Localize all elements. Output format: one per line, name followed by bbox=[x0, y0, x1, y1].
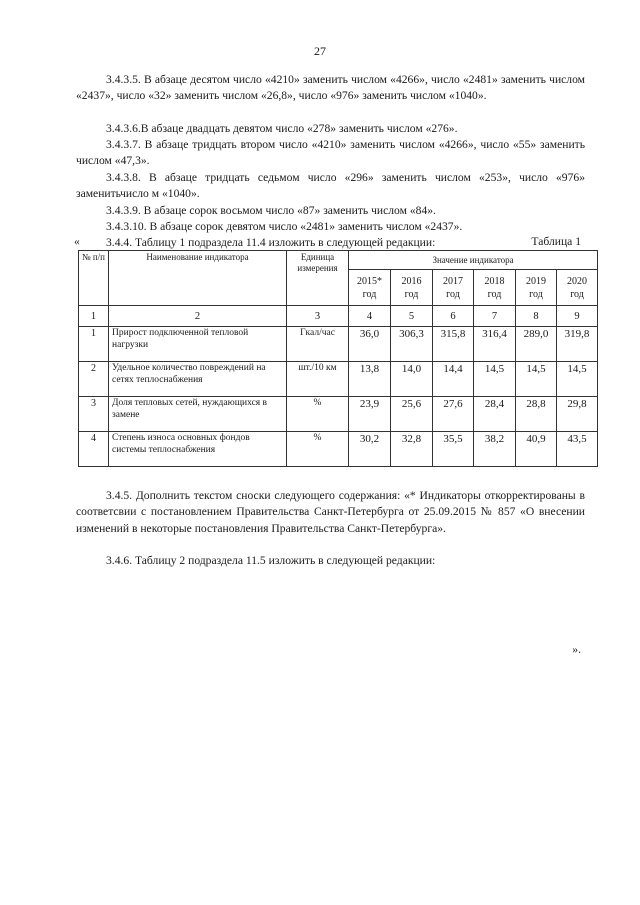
header-year: 2018 год bbox=[474, 270, 516, 306]
header-value-group: Значение индикатора bbox=[349, 251, 598, 270]
column-number: 7 bbox=[474, 306, 516, 327]
quote-open: « bbox=[74, 235, 80, 248]
header-no: № п/п bbox=[79, 251, 109, 306]
paragraph-3-4-6: 3.4.6. Таблицу 2 подраздела 11.5 изложить в следующей редакции: bbox=[106, 554, 436, 567]
column-number: 9 bbox=[557, 306, 598, 327]
column-number-row bbox=[79, 306, 598, 327]
indicator-value: 32,8 bbox=[391, 432, 433, 467]
indicator-value: 40,9 bbox=[516, 432, 557, 467]
row-number: 2 bbox=[79, 362, 109, 397]
indicator-value: 27,6 bbox=[433, 397, 474, 432]
header-year: 2015* год bbox=[349, 270, 391, 306]
table-header-row bbox=[79, 251, 598, 270]
indicator-value: 319,8 bbox=[557, 327, 598, 362]
paragraph-3-4-3-7: 3.4.3.7. В абзаце тридцать втором число «4210» заменить числом «4266», число «55» заменить числом «47,3». bbox=[76, 138, 585, 168]
indicator-value: 29,8 bbox=[557, 397, 598, 432]
indicator-value: 14,5 bbox=[516, 362, 557, 397]
table-row bbox=[79, 397, 598, 432]
table-row bbox=[79, 327, 598, 362]
indicator-name: Удельное количество повреждений на сетях теплоснабжения bbox=[109, 362, 287, 397]
column-number: 4 bbox=[349, 306, 391, 327]
indicator-value: 13,8 bbox=[349, 362, 391, 397]
header-year: 2020 год bbox=[557, 270, 598, 306]
header-name: Наименование индикатора bbox=[109, 251, 287, 306]
indicator-value: 306,3 bbox=[391, 327, 433, 362]
indicator-value: 14,5 bbox=[474, 362, 516, 397]
table-row bbox=[79, 432, 598, 467]
indicator-unit: % bbox=[287, 397, 349, 432]
paragraph-3-4-3-5: 3.4.3.5. В абзаце десятом число «4210» заменить числом «4266», число «2481» заменить числом «2437», число «32» заменить числом «26,8», число «976» заменить числом «1040». bbox=[76, 73, 585, 103]
row-number: 4 bbox=[79, 432, 109, 467]
table-row bbox=[79, 362, 598, 397]
paragraph-3-4-3-9: 3.4.3.9. В абзаце сорок восьмом число «87» заменить числом «84». bbox=[106, 204, 436, 217]
indicator-value: 30,2 bbox=[349, 432, 391, 467]
indicator-unit: шт./10 км bbox=[287, 362, 349, 397]
paragraph-3-4-3-8: 3.4.3.8. В абзаце тридцать седьмом число «296» заменить числом «253», число «976» заменитьчисло м «1040». bbox=[76, 171, 585, 201]
paragraph-3-4-3-6: 3.4.3.6.В абзаце двадцать девятом число «278» заменить числом «276». bbox=[106, 122, 458, 135]
indicator-value: 14,4 bbox=[433, 362, 474, 397]
column-number: 1 bbox=[79, 306, 109, 327]
indicator-name: Степень износа основных фондов системы теплоснабжения bbox=[109, 432, 287, 467]
indicator-unit: Гкал/час bbox=[287, 327, 349, 362]
indicator-value: 14,5 bbox=[557, 362, 598, 397]
indicator-value: 23,9 bbox=[349, 397, 391, 432]
indicator-value: 316,4 bbox=[474, 327, 516, 362]
page-number: 27 bbox=[314, 44, 326, 58]
header-year: 2016 год bbox=[391, 270, 433, 306]
indicator-name: Доля тепловых сетей, нуждающихся в замене bbox=[109, 397, 287, 432]
indicator-value: 43,5 bbox=[557, 432, 598, 467]
column-number: 8 bbox=[516, 306, 557, 327]
indicator-value: 315,8 bbox=[433, 327, 474, 362]
indicator-name: Прирост подключенной тепловой нагрузки bbox=[109, 327, 287, 362]
indicator-value: 36,0 bbox=[349, 327, 391, 362]
column-number: 5 bbox=[391, 306, 433, 327]
indicator-value: 28,8 bbox=[516, 397, 557, 432]
header-year: 2019 год bbox=[516, 270, 557, 306]
row-number: 3 bbox=[79, 397, 109, 432]
column-number: 3 bbox=[287, 306, 349, 327]
paragraph-3-4-4: 3.4.4. Таблицу 1 подраздела 11.4 изложить в следующей редакции: bbox=[106, 236, 436, 249]
indicator-value: 14,0 bbox=[391, 362, 433, 397]
indicator-value: 28,4 bbox=[474, 397, 516, 432]
indicator-value: 38,2 bbox=[474, 432, 516, 467]
indicator-value: 35,5 bbox=[433, 432, 474, 467]
table-caption: Таблица 1 bbox=[531, 235, 581, 248]
column-number: 6 bbox=[433, 306, 474, 327]
indicator-unit: % bbox=[287, 432, 349, 467]
quote-close: ». bbox=[572, 643, 581, 656]
header-unit: Единица измерения bbox=[287, 251, 349, 306]
indicator-value: 289,0 bbox=[516, 327, 557, 362]
paragraph-3-4-5: 3.4.5. Дополнить текстом сноски следующего содержания: «* Индикаторы откорректированы в соответсвии с постановлением Правительства Санкт-Петербурга от 25.09.2015 № 857 «О внесении изменений в некоторые постановления Правительства Санкт-Петербурга». bbox=[76, 489, 585, 535]
indicator-table bbox=[78, 250, 598, 467]
row-number: 1 bbox=[79, 327, 109, 362]
paragraph-3-4-3-10: 3.4.3.10. В абзаце сорок девятом число «2481» заменить числом «2437». bbox=[106, 220, 463, 233]
column-number: 2 bbox=[109, 306, 287, 327]
indicator-value: 25,6 bbox=[391, 397, 433, 432]
header-year: 2017 год bbox=[433, 270, 474, 306]
